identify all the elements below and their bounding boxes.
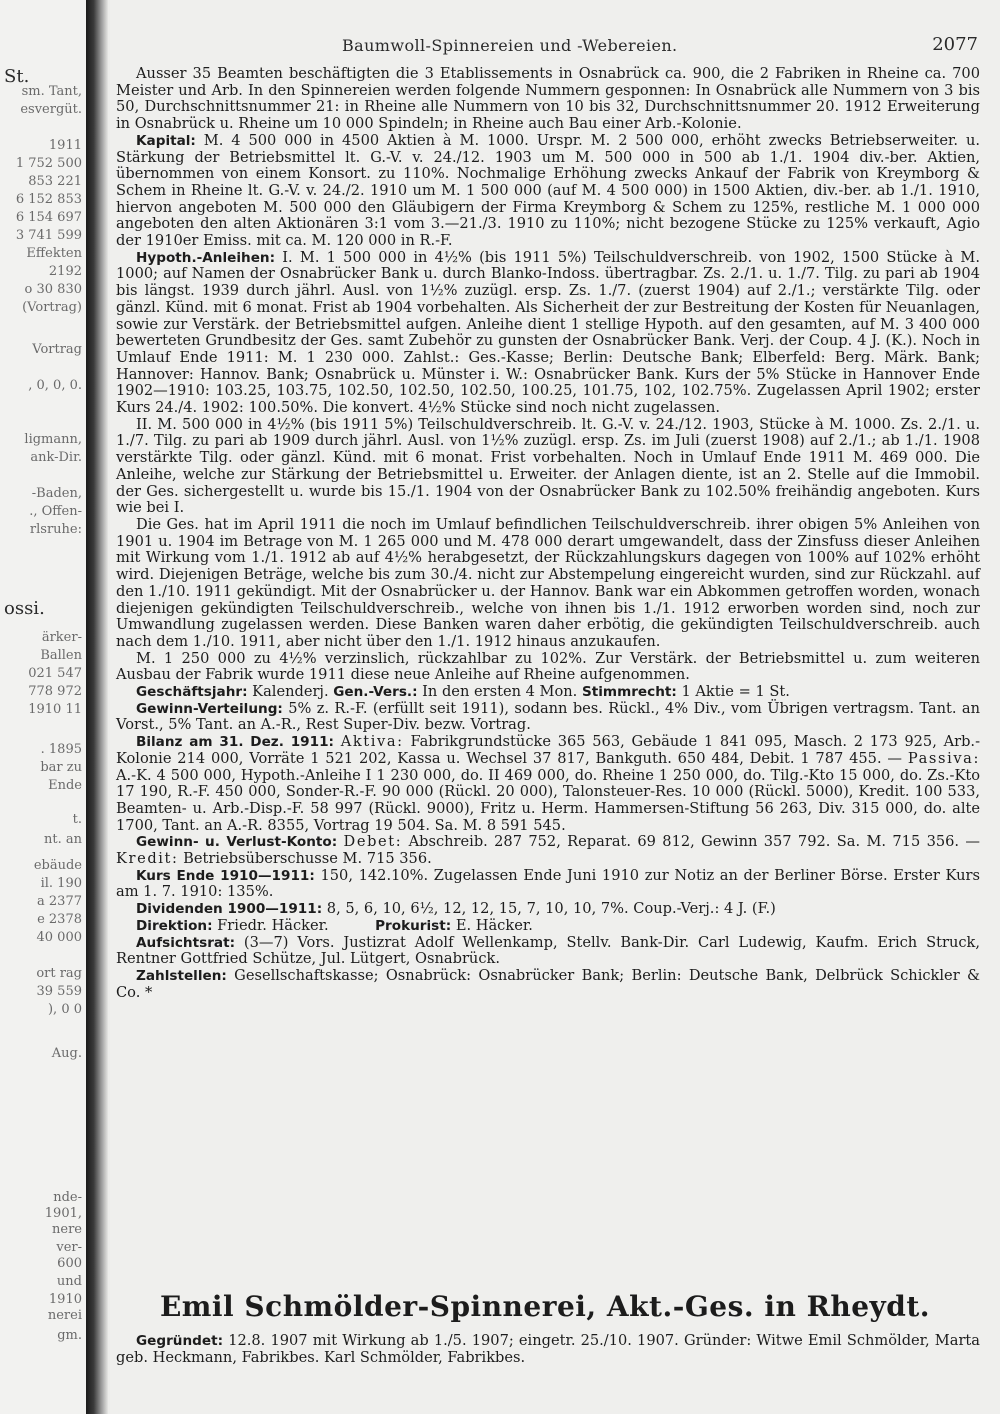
- company-title-schmoelder: Emil Schmölder-Spinnerei, Akt.-Ges. in Rheydt.: [159, 1290, 931, 1323]
- paragraph-gewinn-verlust: Gewinn- u. Verlust-Konto: Debet: Abschreib. 287 752, Reparat. 69 812, Gewinn 357 792. Sa. M. 715 356. — Kredit: Betriebsüberschusse M. 715 356.: [116, 833, 981, 868]
- paragraph-direktion: Direktion: Friedr. Häcker. Prokurist: E. Häcker.: [136, 916, 533, 934]
- gutter-line: gm.: [57, 1328, 82, 1343]
- gutter-line: (Vortrag): [22, 300, 82, 315]
- gutter-line: ank-Dir.: [30, 450, 82, 465]
- gutter-line: 6 154 697: [15, 210, 82, 225]
- gutter-line: 6 152 853: [15, 192, 82, 207]
- gutter-line: 40 000: [36, 930, 82, 945]
- gutter-line: 2192: [48, 264, 82, 279]
- paragraph-geschaeftsjahr: Geschäftsjahr: Kalenderj. Gen.-Vers.: In den ersten 4 Mon. Stimmrecht: 1 Aktie = 1 St.: [136, 683, 790, 701]
- gutter-line: Vortrag: [32, 342, 82, 357]
- gutter-line: a 2377: [37, 894, 82, 909]
- page-number: 2077: [932, 34, 978, 55]
- gutter-line: und: [56, 1274, 82, 1289]
- gutter-line: nere: [52, 1222, 82, 1237]
- adjacent-page-gutter: [0, 0, 86, 1414]
- gutter-line: 3 741 599: [15, 228, 82, 243]
- gutter-line: e 2378: [37, 912, 82, 927]
- paragraph-anleihe-two: II. M. 500 000 in 4½% (bis 1911 5%) Teilschuldverschreib. lt. G.-V. v. 24./12. 1903, Stücke à M. 1000. Zs. 2./1. u. 1./7. Tilg. zu pari ab 1909 durch jährl. Ausl. von 1½% zuzügl. ersp. Zs. im Juli (zuerst 1908) auf 2./1.; ab 1./1. 1908 verstärkte Tilg. oder gänzl. Künd. mit 6 monat. Frist vorbehalten. Noch in Umlauf Ende 1911 M. 469 000. Die Anleihe, welche zur Stärkung der Betriebsmittel u. Erweiter. der Anlagen diente, ist an 2. Stelle auf die Immobil. der Ges. sichergestellt u. wurde bis 15./1. 1904 von der Osnabrücker Bank zu 102.50% freihändig angeboten. Kurs wie bei I.: [116, 415, 980, 517]
- gutter-line: Ballen: [40, 648, 82, 663]
- gutter-line: -Baden,: [31, 486, 82, 501]
- gutter-line: ver-: [56, 1240, 82, 1255]
- paragraph-new-loan: M. 1 250 000 zu 4½% verzinslich, rückzahlbar zu 102%. Zur Verstärk. der Betriebsmittel u. zum weiteren Ausbau der Fabrik wurde 1911 diese neue Anleihe auf Rheine aufgenommen.: [116, 649, 980, 684]
- gutter-line: 1 752 500: [15, 156, 82, 171]
- book-page: [110, 0, 1000, 1414]
- gutter-line: St.: [4, 66, 30, 87]
- gutter-line: ärker-: [41, 630, 82, 645]
- page-fold-shadow: [86, 0, 108, 1414]
- gutter-line: ), 0 0: [47, 1002, 82, 1017]
- gutter-line: Ende: [48, 778, 82, 793]
- gutter-line: 1911: [48, 138, 82, 153]
- gutter-line: bar zu: [40, 760, 82, 775]
- company-entry-schmoelder: [116, 1333, 980, 1366]
- gutter-line: . 1895: [40, 742, 82, 757]
- gutter-line: Aug.: [51, 1046, 82, 1061]
- gutter-line: nde-: [53, 1190, 82, 1205]
- gutter-line: il. 190: [40, 876, 82, 891]
- gutter-line: ebäude: [33, 858, 82, 873]
- paragraph-kurs: Kurs Ende 1910—1911: 150, 142.10%. Zugelassen Ende Juni 1910 zur Notiz an der Berliner Börse. Erster Kurs am 1. 7. 1910: 135%.: [116, 866, 980, 901]
- gutter-line: sm. Tant,: [21, 84, 82, 99]
- paragraph-gewinn-verteilung: Gewinn-Verteilung: 5% z. R.-F. (erfüllt seit 1911), sodann bes. Rückl., 4% Div., vom Übrigen vertragsm. Tant. an Vorst., 5% Tant. an A.-R., Rest Super-Div. bezw. Vortrag.: [116, 699, 980, 734]
- gutter-line: esvergüt.: [20, 102, 82, 117]
- gutter-line: 39 559: [36, 984, 82, 999]
- paragraph-zahlstellen: Zahlstellen: Gesellschaftskasse; Osnabrück: Osnabrücker Bank; Berlin: Deutsche Bank, Delbrück Schickler & Co. *: [116, 966, 980, 1001]
- gutter-line: t.: [72, 812, 82, 827]
- gutter-line: ., Offen-: [29, 504, 82, 519]
- gutter-line: nerei: [47, 1308, 82, 1323]
- gutter-line: ort rag: [36, 966, 82, 981]
- gutter-line: ligmann,: [24, 432, 82, 447]
- gutter-line: o 30 830: [24, 282, 82, 297]
- gutter-line: ossi.: [4, 598, 45, 619]
- paragraph-bilanz: Bilanz am 31. Dez. 1911: Aktiva: Fabrikgrundstücke 365 563, Gebäude 1 841 095, Masch. 2 173 925, Arb.-Kolonie 214 000, Vorräte 1 521 202, Kassa u. Wechsel 37 817, Bankguth. 650 484, Debit. 1 787 455. — Passiva: A.-K. 4 500 000, Hypoth.-Anleihe I 1 230 000, do. II 469 000, do. Rheine 1 250 000, do. Tilg.-Kto 15 000, do. Zs.-Kto 17 190, R.-F. 450 000, Sonder-R.-F. 90 000 (Rückl. 20 000), Talonsteuer-Res. 10 000 (Rückl. 5000), Kredit. 100 533, Beamten- u. Arb.-Disp.-F. 58 997 (Rückl. 9000), Fritz u. Herm. Hammersen-Stiftung 56 263, Div. 315 000, do. alte 1700, Tant. an A.-R. 8355, Vortrag 19 504. Sa. M. 8 591 545.: [116, 733, 981, 834]
- paragraph-hypoth-anleihen: Hypoth.-Anleihen: I. M. 1 500 000 in 4½% (bis 1911 5%) Teilschuldverschreib. von 1902, 1500 Stücke à M. 1000; auf Namen der Osnabrücker Bank u. durch Blanko-Indoss. übertragbar. Zs. 2./1. u. 1./7. Tilg. zu pari ab 1904 bis längst. 1939 durch jährl. Ausl. von 1½% zuzügl. ersp. Zs. 1./7. (zuerst 1904) auf 2./1.; verstärkte Tilg. oder gänzl. Künd. mit 6 monat. Frist ab 1904 vorbehalten. Als Sicherheit der zur Bestreitung der Kosten für Neuanlagen, sowie zur Verstärk. der Betriebsmittel aufgen. Anleihe dient 1 stellige Hypoth. auf den gesamten, auf M. 3 400 000 bewerteten Grundbesitz der Ges. samt Zubehör zu gunsten der Osnabrücker Bank. Verj. der Coup. 4 J. (K.). Noch in Umlauf Ende 1911: M. 1 230 000. Zahlst.: Ges.-Kasse; Berlin: Deutsche Bank; Elberfeld: Berg. Märk. Bank; Hannover: Hannov. Bank; Osnabrück u. Münster i. W.: Osnabrücker Bank. Kurs der 5% Stücke in Hannover Ende 1902—1910: 103.25, 103.75, 102.50, 102.50, 102.50, 100.25, 101.75, 102, 102.75%. Zugelassen April 1902; erster Kurs 24./4. 1902: 100.50%. Die konvert. 4½% Stücke sind noch nicht zugelassen.: [116, 248, 980, 417]
- gutter-line: nt. an: [44, 832, 82, 847]
- paragraph-aufsichtsrat: Aufsichtsrat: (3—7) Vors. Justizrat Adolf Wellenkamp, Stellv. Bank-Dir. Carl Ludewig, Kaufm. Erich Struck, Rentner Gottfried Schütze, Jul. Lütgert, Osnabrück.: [116, 933, 980, 968]
- gutter-line: 1910: [48, 1292, 82, 1307]
- paragraph-conversion: Die Ges. hat im April 1911 die noch im Umlauf befindlichen Teilschuldverschreib. ihrer obigen 5% Anleihen von 1901 u. 1904 im Betrage von M. 1 265 000 und M. 478 000 derart umgewandelt, dass der Zinsfuss dieser Anleihen mit Wirkung vom 1./1. 1912 ab auf 4½% herabgesetzt, der Rückzahlungskurs dagegen von 100% auf 102% erhöht wird. Diejenigen Beträge, welche bis zum 30./4. nicht zur Abstempelung eingereicht wurden, sind zur Rückzahl. auf den 1./10. 1911 gekündigt. Mit der Osnabrücker u. der Hannov. Bank war ein Abkommen getroffen worden, wonach diejenigen gekündigten Teilschuldverschreib., welche von ihnen bis 1./1. 1912 erworben worden sind, noch zur Umwandlung zugelassen werden. Diese Banken waren daher erbötig, die gekündigten Teilschuldverschreib. auch nach dem 1./10. 1911, aber nicht über den 1./1. 1912 hinaus anzukaufen.: [116, 515, 980, 650]
- company-entry-body: [116, 66, 980, 1001]
- gutter-line: 021 547: [28, 666, 82, 681]
- gutter-line: 1901,: [44, 1206, 82, 1221]
- paragraph-employees: Ausser 35 Beamten beschäftigten die 3 Etablissements in Osnabrück ca. 900, die 2 Fabriken in Rheine ca. 700 Meister und Arb. In den Spinnereien werden folgende Nummern gesponnen: In Osnabrück alle Nummern von 3 bis 50, Durchschnittsnummer 21: in Rheine alle Nummern von 10 bis 32, Durchschnittsnummer 20. 1912 Erweiterung in Osnabrück u. Rheine um 10 000 Spindeln; in Rheine auch Bau einer Arb.-Kolonie.: [116, 65, 980, 133]
- gutter-line: , 0, 0, 0.: [28, 378, 82, 393]
- paragraph-kapital: Kapital: M. 4 500 000 in 4500 Aktien à M. 1000. Urspr. M. 2 500 000, erhöht zwecks Betriebserweiter. u. Stärkung der Betriebsmittel lt. G.-V. v. 24./12. 1903 um M. 500 000 in 500 ab 1./1. 1904 div.-ber. Aktien, übernommen von einem Konsort. zu 110%. Nochmalige Erhöhung zwecks Ankauf der Fabrik von Kreymborg & Schem in Rheine lt. G.-V. v. 24./2. 1910 um M. 1 500 000 (auf M. 4 500 000) in 1500 Aktien, div.-ber. ab 1./1. 1910, hiervon angeboten M. 500 000 den Gläubigern der Firma Kreymborg & Schem zu 125%, restliche M. 1 000 000 angeboten den alten Aktionären 3:1 vom 3.—21./3. 1910 zu 110%; nicht bezogene Stücke zu 125% verkauft, Agio der 1910er Emiss. mit ca. M. 120 000 in R.-F.: [116, 131, 981, 250]
- gutter-line: rlsruhe:: [29, 522, 82, 537]
- gutter-line: Effekten: [26, 246, 82, 261]
- running-header: Baumwoll-Spinnereien und -Webereien.: [342, 36, 678, 55]
- gutter-line: 853 221: [28, 174, 82, 189]
- paragraph-gegruendet: Gegründet: 12.8. 1907 mit Wirkung ab 1./5. 1907; eingetr. 25./10. 1907. Gründer: Witwe Emil Schmölder, Marta geb. Heckmann, Fabrikbes. Karl Schmölder, Fabrikbes.: [116, 1332, 980, 1366]
- gutter-line: 1910 11: [28, 702, 82, 717]
- gutter-line: 600: [57, 1256, 82, 1271]
- gutter-line: 778 972: [28, 684, 82, 699]
- paragraph-dividenden: Dividenden 1900—1911: 8, 5, 6, 10, 6½, 12, 12, 15, 7, 10, 10, 7%. Coup.-Verj.: 4 J. (F.): [136, 900, 776, 918]
